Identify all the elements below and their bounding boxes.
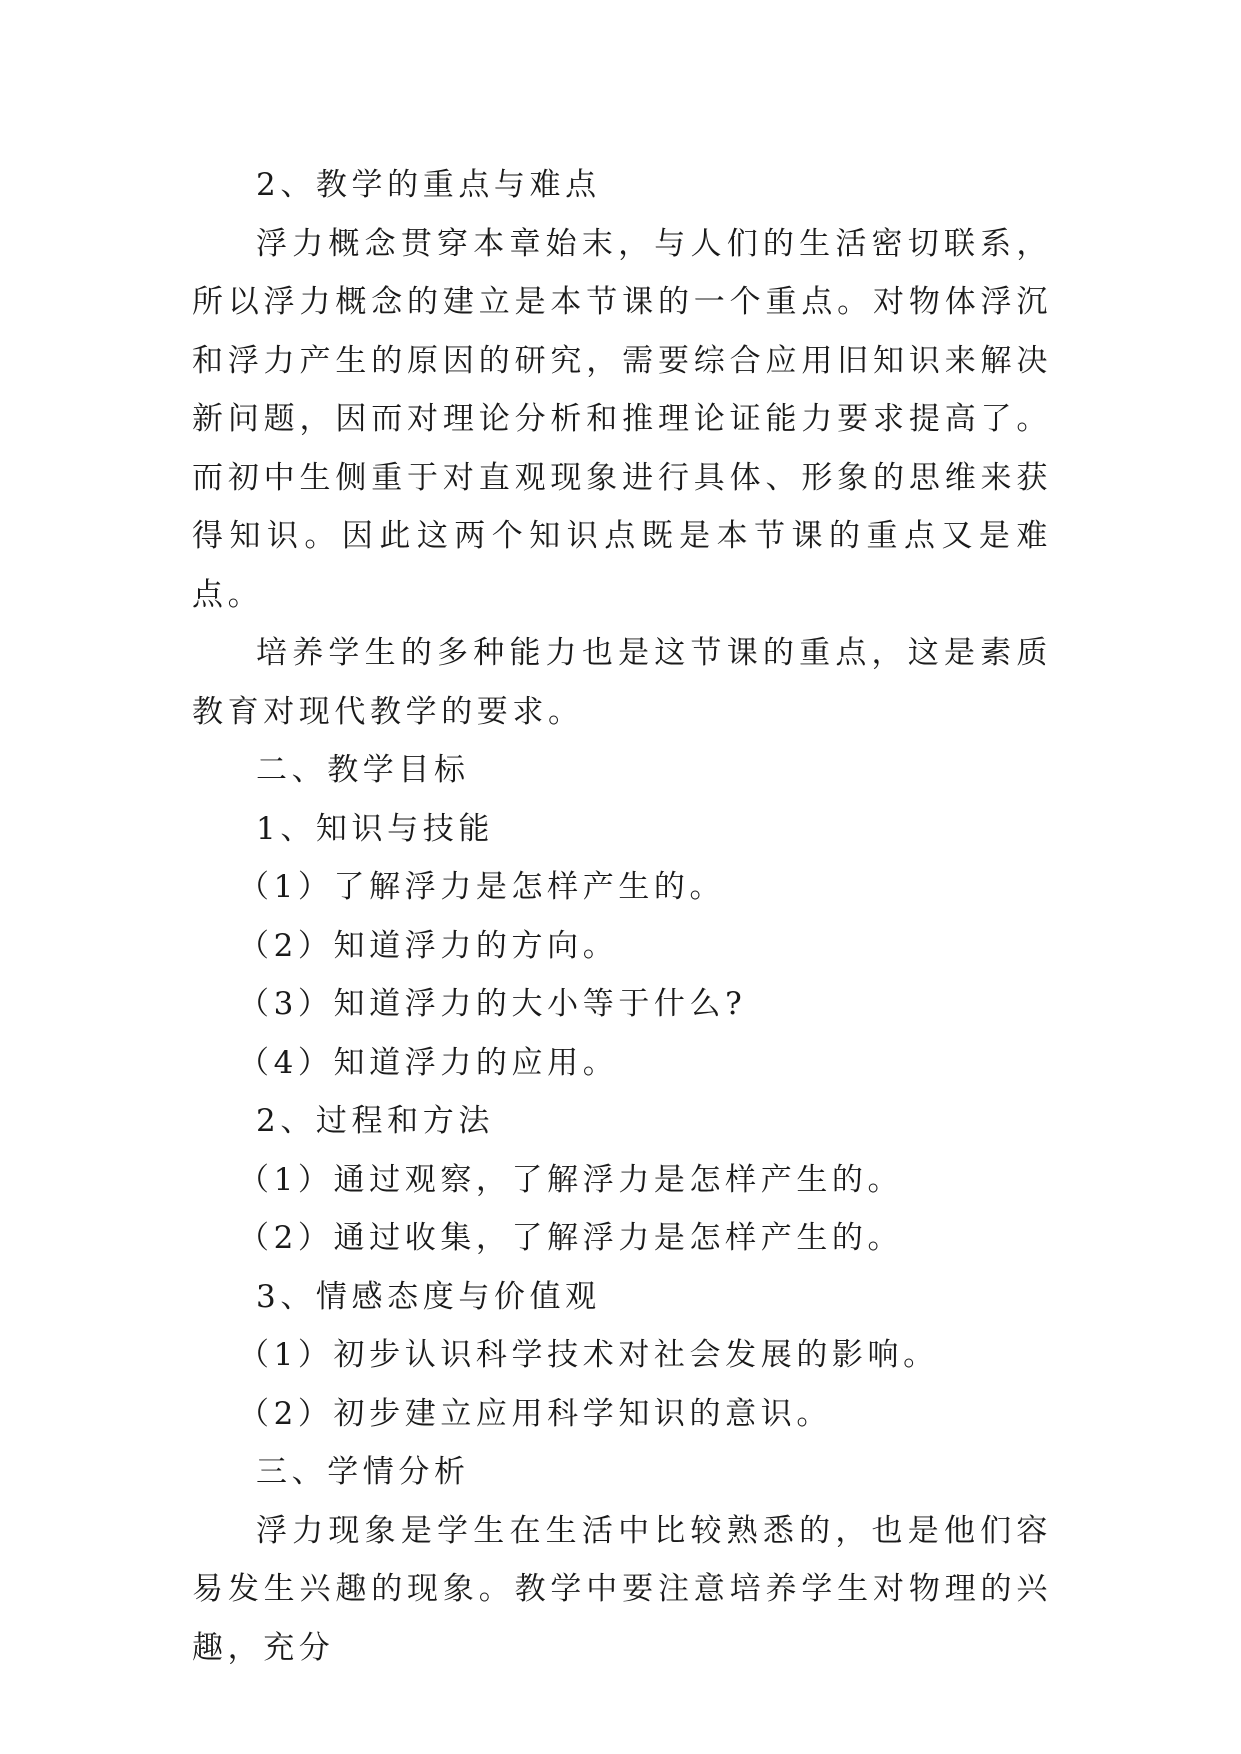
subsection-heading: 2、过程和方法 (256, 1103, 494, 1139)
list-item: （2）初步建立应用科学知识的意识。 (238, 1395, 832, 1432)
section-heading: 2、教学的重点与难点 (256, 167, 601, 203)
section-heading: 三、学情分析 (256, 1454, 470, 1490)
list-item: （1）了解浮力是怎样产生的。 (238, 869, 726, 905)
body-paragraph: 浮力现象是学生在生活中比较熟悉的，也是他们容易发生兴趣的现象。教学中要注意培养学生对物理的兴趣，充分 (192, 1512, 1052, 1666)
list-item: （1）初步认识科学技术对社会发展的影响。 (238, 1337, 939, 1373)
list-item: （1）通过观察，了解浮力是怎样产生的。 (238, 1161, 904, 1198)
list-item: （4）知道浮力的应用。 (238, 1044, 619, 1081)
list-item: （3）知道浮力的大小等于什么? (238, 986, 747, 1022)
list-item: （2）知道浮力的方向。 (238, 927, 619, 964)
subsection-heading: 1、知识与技能 (256, 810, 494, 847)
list-item: （2）通过收集，了解浮力是怎样产生的。 (238, 1220, 904, 1256)
document-body (192, 156, 1052, 1677)
section-heading: 二、教学目标 (256, 752, 470, 788)
body-paragraph: 浮力概念贯穿本章始末，与人们的生活密切联系，所以浮力概念的建立是本节课的一个重点。对物体浮沉和浮力产生的原因的研究，需要综合应用旧知识来解决新问题，因而对理论分析和推理论证能力要求提高了。而初中生侧重于对直观现象进行具体、形象的思维来获得知识。因此这两个知识点既是本节课的重点又是难点。 (192, 225, 1052, 613)
body-paragraph: 培养学生的多种能力也是这节课的重点，这是素质教育对现代教学的要求。 (192, 635, 1052, 730)
subsection-heading: 3、情感态度与价值观 (256, 1278, 601, 1315)
